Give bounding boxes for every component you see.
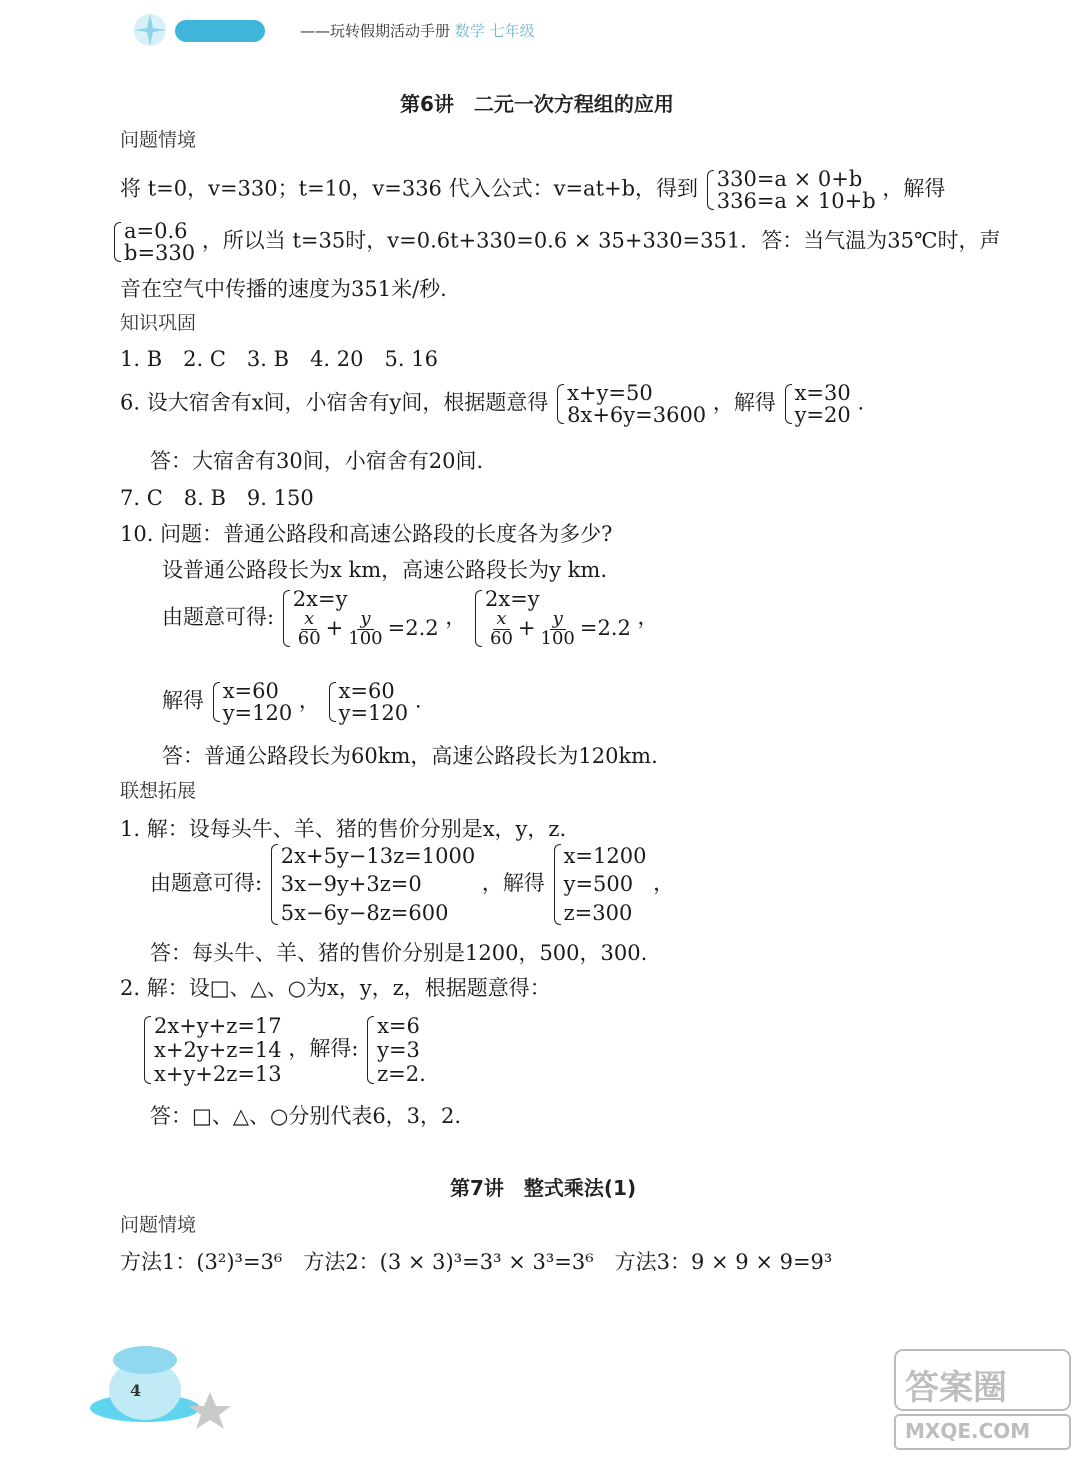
e2-sol-y: y=3 [377,1038,420,1063]
p2-sys-eq1: a=0.6 [124,219,188,243]
header-subtitle: 数学 七年级 [454,22,535,40]
p1-a: 将 [120,176,141,201]
e1-from: 由题意可得: [150,871,263,896]
q10-solve: 解得 [162,688,204,713]
e1-sol-y: y=500 [563,872,634,897]
e2-sol-z: z=2. [377,1062,426,1087]
q6-line [120,382,864,426]
q6-end: . [857,390,865,415]
header-logo-text: 快乐假期 [82,26,131,40]
q10-system-1 [281,588,439,649]
p1-sys-eq2: 336=a × 10+b [716,189,876,214]
e1-sol-x: x=1200 [563,844,647,868]
p2-system [112,220,195,264]
lesson7-title: 第7讲 整式乘法(1) [450,1176,637,1200]
q10-solutions: 解得 x=60 y=120 ， x=60 y=120 . [162,679,422,726]
e2-sol-x: x=6 [377,1014,420,1038]
e1-question: 1. 解：设每头牛、羊、猪的售价分别是x，y，z. [120,817,567,841]
e2-system [142,1014,282,1086]
lesson6-problem-heading: 问题情境 [120,129,197,151]
p1-system [705,168,876,212]
page-number: 4 [130,1381,142,1400]
q10-equations: 由题意可得: 2x=y $\frac{x}{60}$ + $\frac{y}{100}$ =2.2 ， 2x=y $\frac{x}{60}$ + $\frac{y}{100}$ =2.2 ， [162,587,659,649]
e1-solution [552,842,647,927]
watermark-text [905,1360,1030,1443]
q10-solution-1 [211,680,293,724]
fraction-x-60: $\frac{x}{60}$ [297,608,321,649]
e1-answer: 答：每头牛、羊、猪的售价分别是1200，500，300. [150,941,648,965]
answers-1-5: 1. B 2. C 3. B 4. 20 5. 16 [120,347,438,371]
e1-equations: 由题意可得: 2x+5y−13z=1000 3x−9y+3z=0 5x−6y−8z=600 ，解得 x=1200 y=500 z=300 ， [150,842,674,927]
q6-sol-x: x=30 [794,381,851,405]
answers-7-9: 7. C 8. B 9. 150 [120,486,314,510]
q6-solution [783,382,851,426]
lesson6-title: 第6讲 二元一次方程组的应用 [400,92,674,116]
fraction-y-100: $\frac{y}{100}$ [348,608,383,649]
q10-sys1-eq1: 2x=y [292,587,348,611]
q6-text: 6. 设大宿舍有x间，小宿舍有y间，根据题意得 [120,390,549,415]
p1-c: ，解得 [882,176,946,201]
q10-sol2-y: y=120 [338,701,409,726]
p1-b: t=0，v=330；t=10，v=336 代入公式：v=at+b，得到 [147,176,699,201]
q6-sys-eq1: x+y=50 [567,381,653,405]
e1-sys-eq2: 3x−9y+3z=0 [280,872,422,897]
lesson6-knowledge-heading: 知识巩固 [120,312,197,334]
e1-system [269,842,475,927]
q10-system-2 [473,588,631,649]
lesson6-problem-line3: 音在空气中传播的速度为351米/秒. [120,277,447,301]
p2-text: ，所以当 t=35时，v=0.6t+330=0.6 × 35+330=351．答：当气温为35℃时，声 [201,228,1001,253]
e2-mid: ，解得: [288,1036,359,1061]
q10-sys2-eq1: 2x=y [485,587,540,611]
q10-question: 10. 问题：普通公路段和高速公路段的长度各为多少? [120,522,613,546]
p1-sys-eq1: 330=a × 0+b [716,167,863,191]
e2-sys-eq3: x+y+2z=13 [154,1062,282,1087]
q6-answer: 答：大宿舍有30间，小宿舍有20间. [150,449,484,473]
q10-sys1-eq2: $\frac{x}{60}$ + $\frac{y}{100}$ =2.2 [293,610,439,649]
watermark-text-cn: 答案圈 [905,1368,1007,1408]
e2-equations [142,1014,426,1086]
e2-answer: 答：□、△、○分别代表6，3，2. [150,1104,462,1128]
q6-system [555,382,706,426]
p2-sys-eq2: b=330 [124,241,196,266]
lesson6-problem-line1 [120,168,945,212]
q6-sys-eq2: 8x+6y=3600 [567,403,707,428]
e1-mid: ，解得 [481,871,545,896]
e1-sys-eq1: 2x+5y−13z=1000 [280,844,476,868]
e2-solution [365,1014,426,1086]
lesson6-extend-heading: 联想拓展 [120,780,197,802]
q10-answer: 答：普通公路段长为60km，高速公路段长为120km. [162,744,658,768]
fraction-x-60-2: $\frac{x}{60}$ [490,608,513,649]
q10-sol2-x: x=60 [338,679,395,703]
lesson7-methods: 方法1：(3²)³=3⁶ 方法2：(3 × 3)³=3³ × 3³=3⁶ 方法3：9 × 9 × 9=9³ [120,1250,833,1274]
e1-sys-eq3: 5x−6y−8z=600 [280,900,449,925]
q10-from: 由题意可得: [162,604,275,629]
e1-sol-z: z=300 [563,900,633,925]
q10-sys2-eq2-end: =2.2 [579,615,631,640]
lesson7-problem-heading: 问题情境 [120,1214,197,1236]
q6-sol-y: y=20 [794,403,851,428]
e2-sys-eq2: x+2y+z=14 [154,1038,282,1063]
header-title-main: ——玩转假期活动手册 [300,22,451,40]
watermark-text-url: MXQE.COM [905,1419,1031,1443]
q10-solution-2 [327,680,409,724]
q10-sol1-y: y=120 [222,701,293,726]
q10-sys1-eq2-end: =2.2 [387,615,439,640]
q10-sol1-x: x=60 [222,679,279,703]
lesson6-problem-line2 [112,220,1000,264]
page-number-badge-icon [90,1330,250,1430]
header-title [300,20,535,41]
q10-setup: 设普通公路段长为x km，高速公路段长为y km. [162,558,608,582]
e2-question: 2. 解：设□、△、○为x，y，z，根据题意得： [120,976,551,1000]
q6-mid: ，解得 [712,390,776,415]
fraction-y-100-2: $\frac{y}{100}$ [540,608,575,649]
e2-sys-eq1: 2x+y+z=17 [154,1014,282,1038]
q10-sys2-eq2: $\frac{x}{60}$ + $\frac{y}{100}$ =2.2 [485,610,631,649]
